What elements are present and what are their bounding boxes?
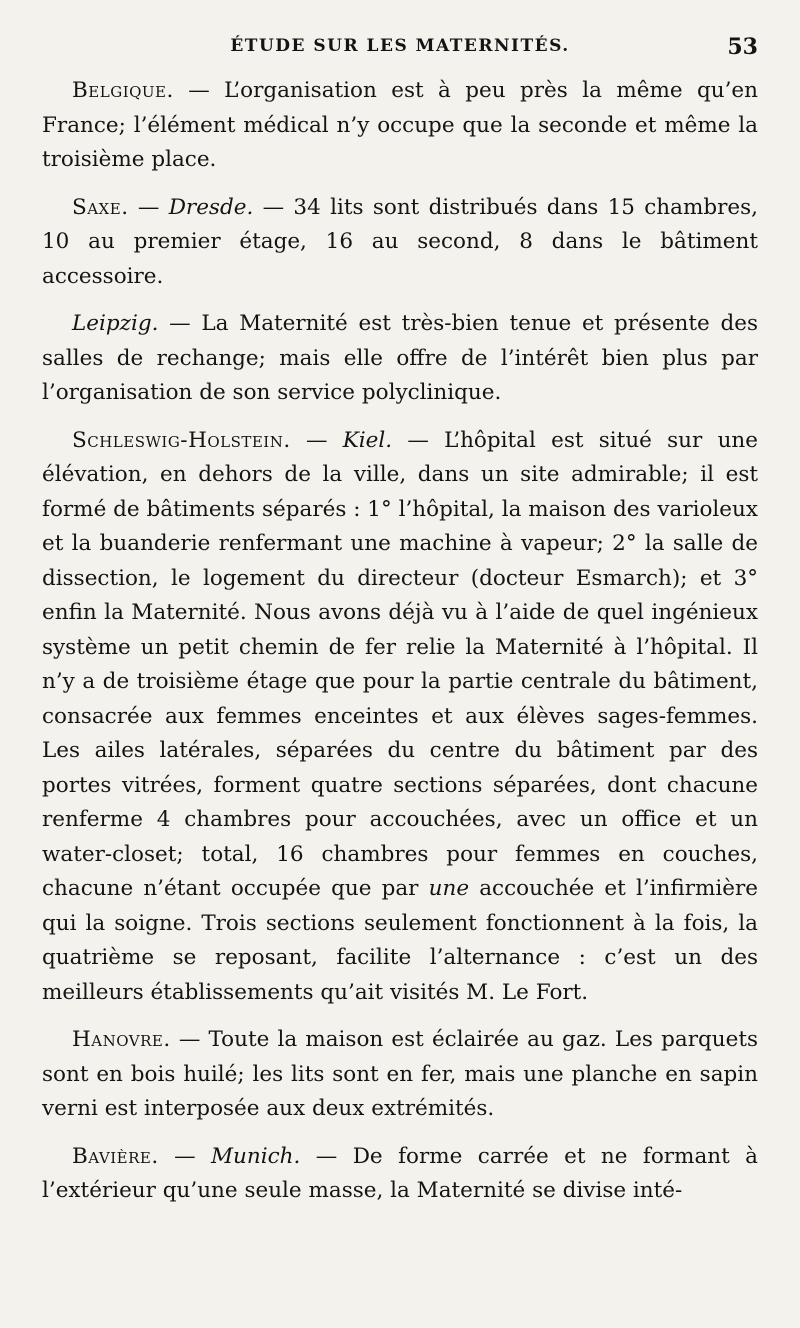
paragraph-text: — De forme carrée et ne formant à l’extérieur qu’une seule masse, la Maternité se divise inté- [42, 1143, 758, 1203]
paragraph-text: — La Maternité est très-bien tenue et présente des salles de rechange; mais elle offre de l’intérêt bien plus par l’organisation de son service polyclinique. [42, 311, 758, 405]
paragraph [42, 1140, 758, 1209]
page-number: 53 [727, 34, 758, 60]
paragraph [42, 74, 758, 178]
paragraph-text: — L’hôpital est situé sur une élévation, en dehors de la ville, dans un site admirable; il est formé de bâtiments séparés : 1° l’hôpital, la maison des varioleux et la buanderie renfermant une machine à vapeur; 2° la salle de dissection, le logement du directeur (docteur Esmarch); et 3° enfin la Maternité. Nous avons déjà vu à l’aide de quel ingénieux système un petit chemin de fer relie la Maternité à l’hôpital. Il n’y a de troisième étage que pour la partie centrale du bâtiment, consacrée aux femmes enceintes et aux élèves sages-femmes. Les ailes latérales, séparées du centre du bâtiment par des portes vitrées, forment quatre sections séparées, dont chacune renferme 4 chambres pour accouchées, avec un office et un water-closet; total, 16 chambres pour femmes en couches, chacune n’étant occupée que par [42, 427, 758, 901]
italic-text: une [428, 876, 470, 901]
paragraph [42, 1023, 758, 1127]
section-heading: Hanovre. [72, 1027, 171, 1052]
running-header [42, 36, 758, 66]
italic-text: Munich. [211, 1143, 301, 1169]
section-heading: Belgique. [72, 78, 174, 103]
paragraph [42, 307, 758, 411]
paragraph-text: — [290, 427, 343, 453]
paragraph-text: — [128, 194, 169, 220]
italic-text: Dresde. [168, 194, 254, 220]
body-text [42, 74, 758, 1209]
paragraph [42, 191, 758, 295]
italic-text: Kiel. [342, 427, 393, 453]
italic-text: Leipzig. [72, 311, 159, 336]
paragraph-text: — Toute la maison est éclairée au gaz. Les parquets sont en bois huilé; les lits sont en fer, mais une planche en sapin verni est interposée aux deux extrémités. [42, 1027, 758, 1121]
section-heading: Bavière. [72, 1143, 159, 1169]
paragraph-text: — [158, 1143, 212, 1169]
paragraph-text: accouchée et l’infirmière qui la soigne. Trois sections seulement fonctionnent à la fois, la quatrième se reposant, facilite l’alternance : c’est un des meilleurs établissements qu’ait visités M. Le Fort. [42, 876, 758, 1005]
section-heading: Saxe. [72, 194, 129, 220]
paragraph-text: — L’organisation est à peu près la même qu’en France; l’élément médical n’y occupe que la seconde et même la troisième place. [42, 78, 758, 172]
paragraph-text: — 34 lits sont distribués dans 15 chambres, 10 au premier étage, 16 au second, 8 dans le bâtiment accessoire. [42, 194, 758, 289]
paragraph [42, 424, 758, 1011]
running-title: ÉTUDE SUR LES MATERNITÉS. [230, 36, 570, 56]
section-heading: Schleswig-Holstein. [72, 427, 291, 453]
